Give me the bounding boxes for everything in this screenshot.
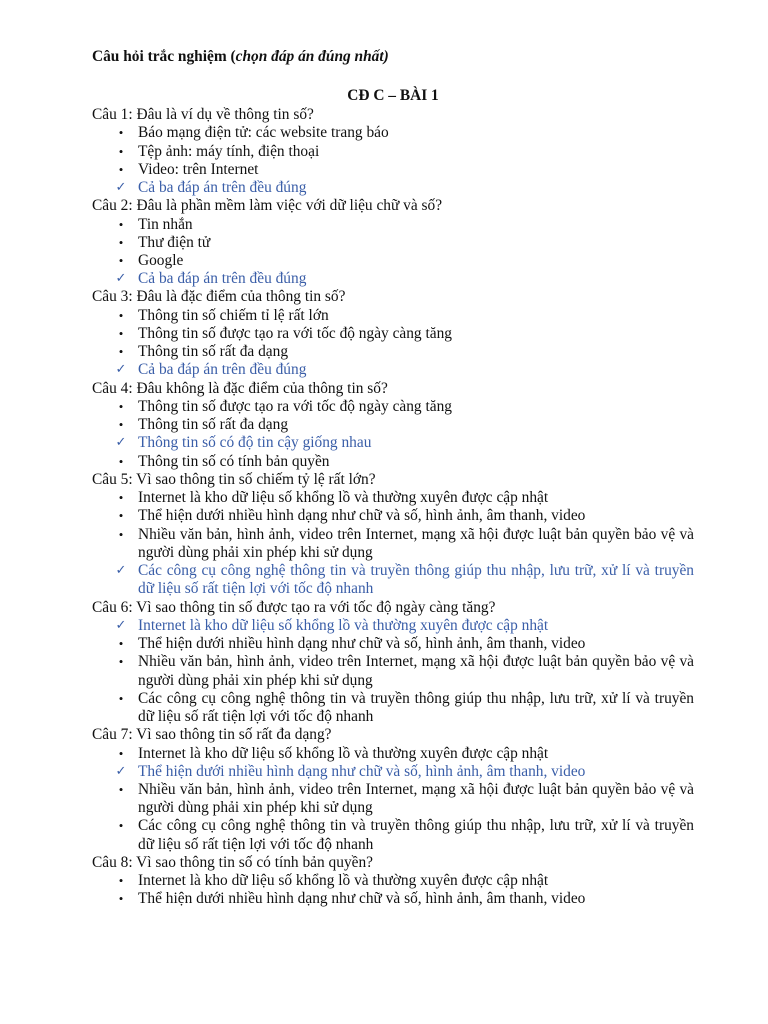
option-list xyxy=(92,398,694,471)
option-text: Nhiều văn bản, hình ảnh, video trên Internet, mạng xã hội được luật bản quyền bảo vệ và người dùng phải xin phép khi sử dụng xyxy=(138,780,694,817)
option-text: Báo mạng điện tử: các website trang báo xyxy=(138,124,389,142)
option-text: Thể hiện dưới nhiều hình dạng như chữ và số, hình ảnh, âm thanh, video xyxy=(138,762,586,780)
option-text: Internet là kho dữ liệu số khổng lồ và thường xuyên được cập nhật xyxy=(138,489,549,507)
option-list xyxy=(92,872,694,908)
question-text: Câu 4: Đâu không là đặc điểm của thông tin số? xyxy=(92,379,388,397)
bullet-icon: • xyxy=(118,781,124,797)
option-text: Thông tin số chiếm tỉ lệ rất lớn xyxy=(138,306,329,324)
option-list xyxy=(92,617,694,726)
answer-option xyxy=(92,325,694,343)
question-text: Câu 1: Đâu là ví dụ về thông tin số? xyxy=(92,106,314,123)
option-text: Thông tin số rất đa dạng xyxy=(138,416,289,434)
document-page xyxy=(92,47,694,909)
bullet-icon: • xyxy=(118,891,124,907)
correct-answer-option xyxy=(92,179,694,197)
option-text: Thể hiện dưới nhiều hình dạng như chữ và số, hình ảnh, âm thanh, video xyxy=(138,890,586,908)
bullet-icon: • xyxy=(118,216,124,232)
answer-option xyxy=(92,526,694,562)
answer-option xyxy=(92,690,694,726)
check-icon: ✓ xyxy=(115,271,127,287)
option-text: Tin nhắn xyxy=(138,215,193,233)
answer-option xyxy=(92,252,694,270)
option-text: Nhiều văn bản, hình ảnh, video trên Internet, mạng xã hội được luật bản quyền bảo vệ và người dùng phải xin phép khi sử dụng xyxy=(138,653,694,689)
answer-option xyxy=(92,872,694,890)
bullet-icon: • xyxy=(118,490,124,506)
correct-answer-option xyxy=(92,763,694,781)
option-text: Video: trên Internet xyxy=(138,160,259,178)
option-list xyxy=(92,216,694,289)
bullet-icon: • xyxy=(118,453,124,469)
bullet-icon: • xyxy=(118,873,124,889)
bullet-icon: • xyxy=(118,636,124,652)
option-text: Các công cụ công nghệ thông tin và truyền thông giúp thu nhập, lưu trữ, xử lí và truyền dữ liệu số rất tiện lợi với tốc độ nhanh xyxy=(138,689,694,725)
option-text: Thể hiện dưới nhiều hình dạng như chữ và số, hình ảnh, âm thanh, video xyxy=(138,507,586,525)
title-italic: chọn đáp án đúng nhất) xyxy=(235,48,389,65)
check-icon: ✓ xyxy=(115,617,127,633)
correct-answer-option xyxy=(92,562,694,598)
answer-option xyxy=(92,398,694,416)
bullet-icon: • xyxy=(118,417,124,433)
answer-option xyxy=(92,416,694,434)
bullet-icon: • xyxy=(118,125,124,141)
option-list xyxy=(92,124,694,197)
bullet-icon: • xyxy=(118,654,124,670)
question-text: Câu 5: Vì sao thông tin số chiếm tỷ lệ rất lớn? xyxy=(92,470,376,488)
option-text: Các công cụ công nghệ thông tin và truyền thông giúp thu nhập, lưu trữ, xử lí và truyền dữ liệu số rất tiện lợi với tốc độ nhanh xyxy=(138,817,694,853)
bullet-icon: • xyxy=(118,253,124,269)
answer-option xyxy=(92,507,694,525)
option-text: Tệp ảnh: máy tính, điện thoại xyxy=(138,142,320,160)
title-plain: Câu hỏi trắc nghiệm ( xyxy=(92,48,236,65)
answer-option xyxy=(92,124,694,142)
option-text: Thông tin số được tạo ra với tốc độ ngày càng tăng xyxy=(138,398,452,416)
answer-option xyxy=(92,234,694,252)
bullet-icon: • xyxy=(118,526,124,542)
check-icon: ✓ xyxy=(115,180,127,196)
option-list xyxy=(92,489,694,598)
answer-option xyxy=(92,653,694,689)
document-title xyxy=(92,47,694,67)
bullet-icon: • xyxy=(118,399,124,415)
answer-option xyxy=(92,781,694,817)
correct-answer-option xyxy=(92,270,694,288)
answer-option xyxy=(92,161,694,179)
answer-option xyxy=(92,143,694,161)
answer-option xyxy=(92,489,694,507)
bullet-icon: • xyxy=(118,818,124,834)
option-text: Các công cụ công nghệ thông tin và truyền thông giúp thu nhập, lưu trữ, xử lí và truyền dữ liệu số rất tiện lợi với tốc độ nhanh xyxy=(138,562,694,598)
answer-option xyxy=(92,745,694,763)
answer-option xyxy=(92,890,694,908)
option-text: Thông tin số rất đa dạng xyxy=(138,343,289,361)
bullet-icon: • xyxy=(118,307,124,323)
option-text: Nhiều văn bản, hình ảnh, video trên Internet, mạng xã hội được luật bản quyền bảo vệ và người dùng phải xin phép khi sử dụng xyxy=(138,525,694,561)
question-text: Câu 6: Vì sao thông tin số được tạo ra với tốc độ ngày càng tăng? xyxy=(92,598,496,616)
bullet-icon: • xyxy=(118,234,124,250)
question-text: Câu 3: Đâu là đặc điểm của thông tin số? xyxy=(92,288,346,306)
question-list xyxy=(92,106,694,909)
bullet-icon: • xyxy=(118,143,124,159)
option-text: Google xyxy=(138,252,184,270)
option-text: Cả ba đáp án trên đều đúng xyxy=(138,270,307,288)
option-text: Cả ba đáp án trên đều đúng xyxy=(138,361,307,379)
correct-answer-option xyxy=(92,434,694,452)
bullet-icon: • xyxy=(118,161,124,177)
option-text: Thông tin số có tính bản quyền xyxy=(138,452,330,470)
check-icon: ✓ xyxy=(115,563,127,579)
bullet-icon: • xyxy=(118,690,124,706)
bullet-icon: • xyxy=(118,745,124,761)
option-list xyxy=(92,307,694,380)
answer-option xyxy=(92,216,694,234)
check-icon: ✓ xyxy=(115,435,127,451)
option-text: Cả ba đáp án trên đều đúng xyxy=(138,179,307,197)
answer-option xyxy=(92,453,694,471)
check-icon: ✓ xyxy=(115,362,127,378)
document-subtitle: CĐ C – BÀI 1 xyxy=(347,87,439,104)
correct-answer-option xyxy=(92,617,694,635)
bullet-icon: • xyxy=(118,344,124,360)
option-text: Internet là kho dữ liệu số khổng lồ và thường xuyên được cập nhật xyxy=(138,744,549,762)
question-text: Câu 2: Đâu là phần mềm làm việc với dữ liệu chữ và số? xyxy=(92,197,443,215)
check-icon: ✓ xyxy=(115,763,127,779)
bullet-icon: • xyxy=(118,326,124,342)
option-text: Thư điện tử xyxy=(138,233,211,251)
answer-option xyxy=(92,343,694,361)
option-text: Thông tin số được tạo ra với tốc độ ngày càng tăng xyxy=(138,325,452,343)
bullet-icon: • xyxy=(118,508,124,524)
correct-answer-option xyxy=(92,361,694,379)
option-text: Internet là kho dữ liệu số khổng lồ và thường xuyên được cập nhật xyxy=(138,616,549,634)
option-text: Thể hiện dưới nhiều hình dạng như chữ và số, hình ảnh, âm thanh, video xyxy=(138,635,586,653)
question-text: Câu 8: Vì sao thông tin số có tính bản quyền? xyxy=(92,853,373,871)
option-text: Thông tin số có độ tin cậy giống nhau xyxy=(138,434,372,452)
option-list xyxy=(92,745,694,854)
question-text: Câu 7: Vì sao thông tin số rất đa dạng? xyxy=(92,726,332,744)
option-text: Internet là kho dữ liệu số khổng lồ và thường xuyên được cập nhật xyxy=(138,872,549,890)
answer-option xyxy=(92,817,694,853)
answer-option xyxy=(92,307,694,325)
answer-option xyxy=(92,635,694,653)
